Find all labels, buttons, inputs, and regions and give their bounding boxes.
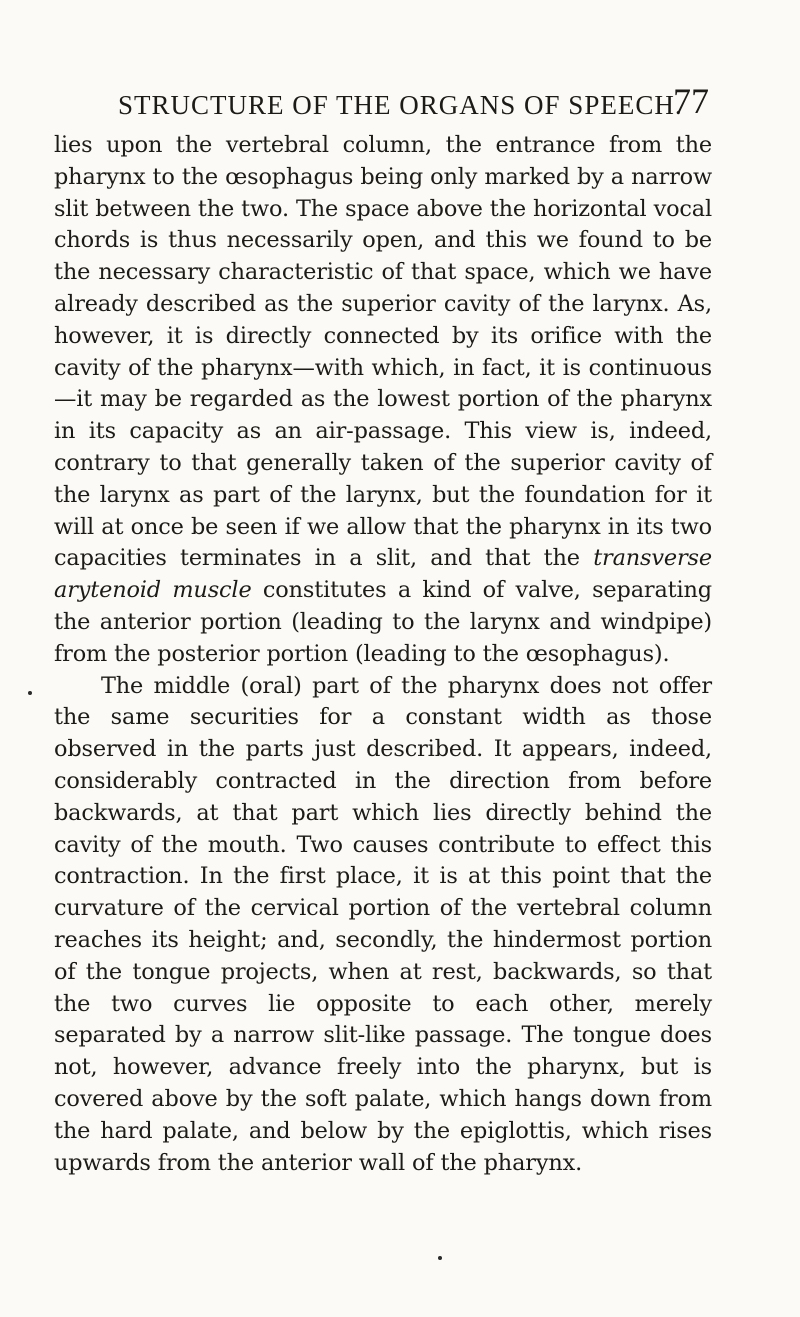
body-text xyxy=(54,130,712,1179)
paragraph-1-text-a: lies upon the vertebral column, the entrance from the pharynx to the œsophagus being only marked by a narrow slit between the two. The space above the horizontal vocal chords is thus necessarily open, and this we found to be the necessary characteristic of that space, which we have already described as the superior cavity of the larynx. As, however, it is directly connected by its orifice with the cavity of the pharynx—with which, in fact, it is continuous—it may be regarded as the lowest portion of the pharynx in its capacity as an air-passage. This view is, indeed, contrary to that generally taken of the superior cavity of the larynx as part of the larynx, but the foundation for it will at once be seen if we allow that the pharynx in its two capacities terminates in a slit, and that the xyxy=(54,132,712,572)
paragraph-2: The middle (oral) part of the pharynx does not offer the same securities for a constant width as those observed in the parts just described. It appears, indeed, considerably contracted in the direction from before backwards, at that part which lies directly behind the cavity of the mouth. Two causes contribute to effect this contraction. In the first place, it is at this point that the curvature of the cervical portion of the vertebral column reaches its height; and, secondly, the hindermost portion of the tongue projects, when at rest, backwards, so that the two curves lie opposite to each other, merely separated by a narrow slit-like passage. The tongue does not, however, advance freely into the pharynx, but is covered above by the soft palate, which hangs down from the hard palate, and below by the epiglottis, which rises upwards from the anterior wall of the pharynx. xyxy=(54,672,712,1176)
page-number: 77 xyxy=(673,81,709,121)
italic-term: transverse arytenoid muscle xyxy=(54,545,712,604)
paragraph-1 xyxy=(54,130,712,671)
bottom-dot xyxy=(438,1256,442,1260)
paragraph-1-text-b: constitutes a kind of valve, separating the anterior portion (leading to the larynx and windpipe) from the posterior portion (leading to the œsophagus). xyxy=(54,577,712,667)
margin-dot xyxy=(28,691,32,695)
running-head xyxy=(115,82,715,122)
running-title: STRUCTURE OF THE ORGANS OF SPEECH. xyxy=(118,90,683,120)
